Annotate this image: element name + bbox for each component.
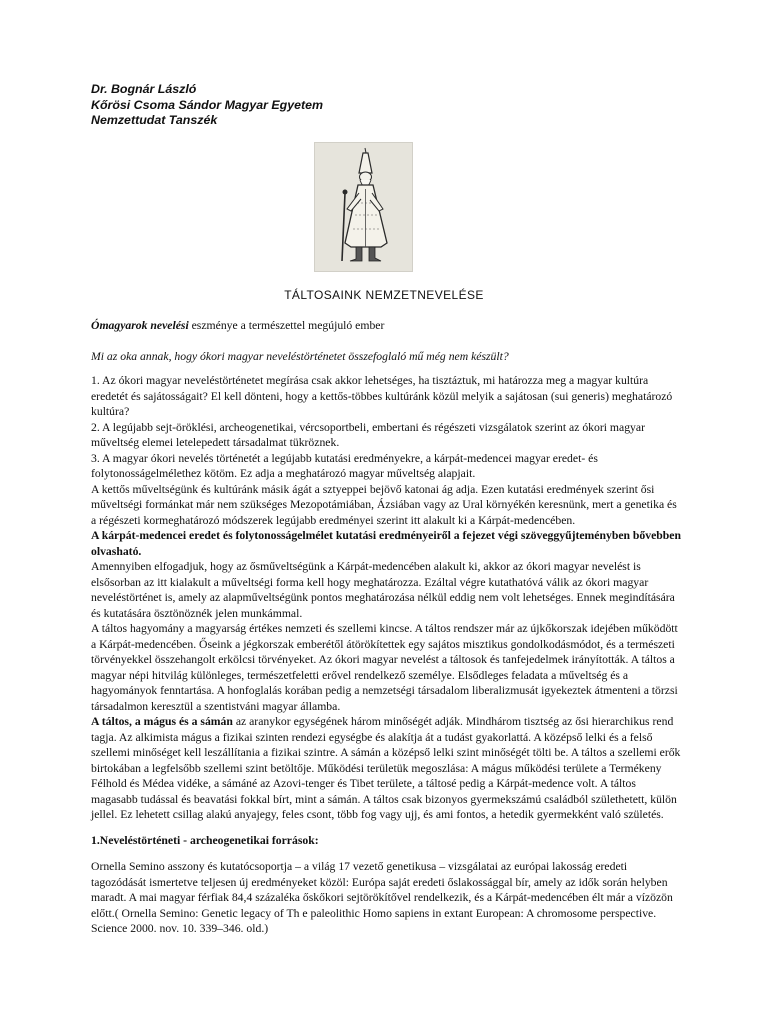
- paragraph-4: A kettős műveltségünk és kultúránk másik ágát a sztyeppei bejövő katonai ág adja. Ezen kutatási eredmények szerint ősi műveltségi formánkat már nem szükséges Mezopotámiában, Ázsiában vagy az Ural környékén keresnünk, mert a genetika és a régészeti kormeghatározó módszerek legújabb eredményei szerint itt alakult ki a Kárpát-medencében.: [91, 482, 677, 527]
- taltos-drawing-icon: [315, 143, 412, 271]
- paragraph-3: 3. A magyar ókori nevelés történetét a legújabb kutatási eredményekre, a kárpát-medencei magyar eredet- és folytonosságelmélethez kötöm. Ez adja a meghatározó magyar műveltség alapjait.: [91, 451, 598, 480]
- document-title: TÁLTOSAINK NEMZETNEVELÉSE: [284, 288, 484, 302]
- paragraph-8-body: az aranykor egységének három minőségét adják. Mindhárom tisztség az ősi hierarchikus rend tagja. Az alkimista mágus a fizikai szinten rendezi egységbe és alakítja át a tudást gyakorlattá. A középső lelki és a felső szellemi minőséget kell leszállítania a fizikai szintre. A sámán a középső lelki szint minőségét tölti be. A táltos a szellemi erők birtokában a legfelsőbb szellemi szint betöltője. Működési területük megoszlása: A mágus működési területe a Termékeny Félhold és Médea vidéke, a sámáné az Azovi-tenger és Tibet területe, a táltosé pedig a Kárpát-medence volt. A táltos magasabb tudással és beavatási fokkal bírt, mint a sámán. A táltos csak bizonyos gyermekszámú családból születhetett, külön jellel. Ez lehetett csillag alakú anyajegy, feles csont, több fog vagy ujj, és ami fontos, a hetedik gyermekként való születés.: [91, 715, 681, 821]
- university-name: Kőrösi Csoma Sándor Magyar Egyetem: [91, 97, 324, 112]
- author-name: Dr. Bognár László: [91, 82, 197, 96]
- paragraph-7: A táltos hagyomány a magyarság értékes nemzeti és szellemi kincse. A táltos rendszer már az újkőkorszak idejében működött a Kárpát-medencében. Őseink a jégkorszak emberétől átörökítettek egy sajátos misztikus gondolkodásmódot, és a természeti törvényekkel összehangolt erkölcsi törvényeket. Az ókori magyar nevelést a táltosok és tanfejedelmek irányították. A táltos a magyar népi hitvilág különleges, természetfeletti erővel rendelkező személye. Elsődleges feladata a műveltség és a hagyományok fenntartása. A honfoglalás korában pedig a nemzetségi társadalom liberalizmusát igyekeztek átmenteni a törzsi társadalmon keresztül a szentistváni magyar államba.: [91, 622, 678, 713]
- section-heading: 1.Neveléstörténeti - archeogenetikai források:: [91, 834, 319, 847]
- department-name: Nemzettudat Tanszék: [91, 113, 218, 127]
- paragraph-5-bold: A kárpát-medencei eredet és folytonosságelmélet kutatási eredményeiről a fejezet végi szöveggyűjteményben bővebben olvasható.: [91, 529, 681, 558]
- subtitle-line: [91, 318, 681, 334]
- author-header: [91, 82, 323, 129]
- paragraph-1: 1. Az ókori magyar neveléstörténetet megírása csak akkor lehetséges, ha tisztáztuk, mi határozza meg a magyar kultúra eredetét és sajátosságait? El kell dönteni, hogy a kettős-többes kultúránk közül melyik a sajátosan (sui generis) meghatározó kultúra?: [91, 374, 673, 418]
- subtitle-bold: Ómagyarok nevelési: [91, 319, 189, 332]
- paragraph-6: Amennyiben elfogadjuk, hogy az ősműveltségünk a Kárpát-medencében alakult ki, akkor az ókori magyar nevelést is elsősorban az itt kialakult a műveltségi forma kell hogy meghatározza. Ezáltal végre kutathatóvá válik az ókori magyar neveléstörténet is, amely az alapműveltségünk pontos meghatározása nélkül eddig nem volt lehetséges. Ennek megindítására és kutatására ösztönöznék jelen munkámmal.: [91, 560, 675, 620]
- subtitle-rest: eszménye a természettel megújuló ember: [188, 319, 385, 332]
- paragraph-8: [91, 714, 681, 823]
- paragraph-9: Ornella Semino asszony és kutatócsoportja – a világ 17 vezető genetikusa – vizsgálatai az európai lakosság eredeti tagozódását ismertetve teljesen új eredményeket közöl: Európa saját eredeti őslakossággal bír, amely az idők során helyben maradt. A mai magyar férfiak 84,4 százaléka őskőkori sejtörökítővel rendelkezik, és a Kárpát-medencében élt már a vízözön előtt.( Ornella Semino: Genetic legacy of Th e paleolithic Homo sapiens in extant European: A chromosome perspective. Science 2000. nov. 10. 339–346. old.): [91, 860, 673, 935]
- main-text: [91, 373, 681, 823]
- taltos-figure-illustration: [314, 142, 413, 272]
- question-line: Mi az oka annak, hogy ókori magyar neveléstörténetet összefoglaló mű még nem készült?: [91, 350, 509, 363]
- paragraph-8-lead: A táltos, a mágus és a sámán: [91, 715, 233, 728]
- paragraph-2: 2. A legújabb sejt-öröklési, archeogenetikai, vércsoportbeli, embertani és régészeti vizsgálatok szerint az ókori magyar műveltség elemei letelepedett társadalmat tükröznek.: [91, 420, 645, 449]
